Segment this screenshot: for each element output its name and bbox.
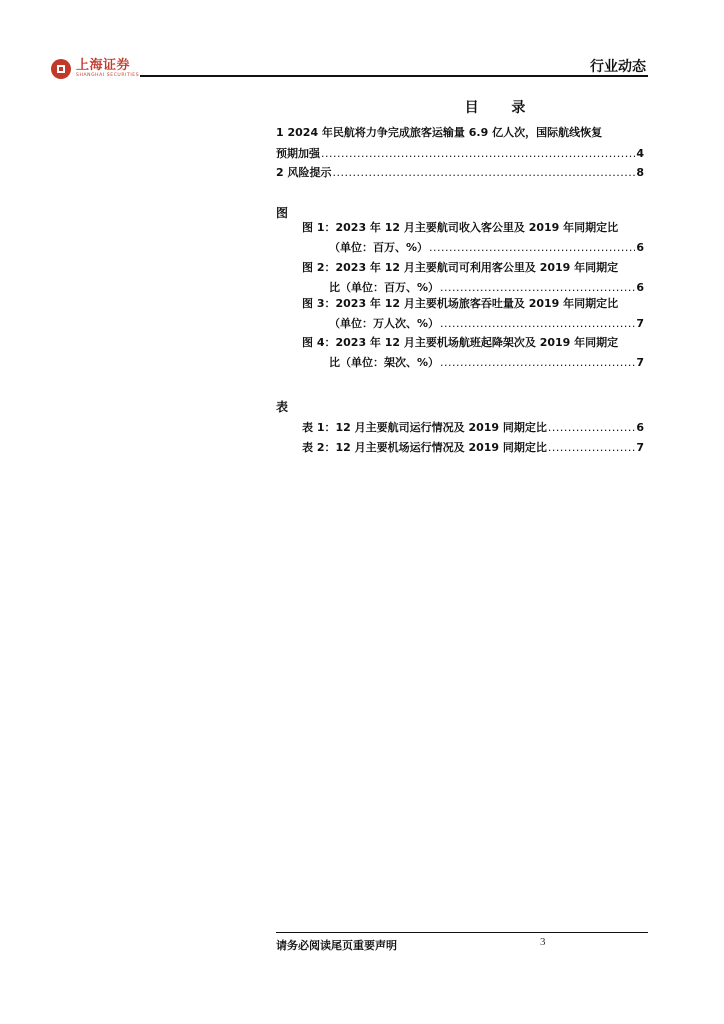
company-logo [50,57,139,81]
figure-2-line1[interactable]: 图 2：2023 年 12 月主要航司可利用客公里及 2019 年同期定 [302,261,619,274]
logo-emblem-icon [50,58,72,80]
report-type-label: 行业动态 [590,59,646,75]
toc-entry-2-page: 8 [636,166,644,179]
leader-dots [548,421,635,435]
table-1-label: 表 1：12 月主要航司运行情况及 2019 同期定比 [302,421,547,434]
figure-3-line1[interactable]: 图 3：2023 年 12 月主要机场旅客吞吐量及 2019 年同期定比 [302,297,619,310]
toc-entry-2[interactable] [276,166,644,180]
figure-3-page: 7 [636,317,644,330]
header-divider [140,75,648,77]
figure-2-page: 6 [636,281,644,294]
figure-2-line2: 比（单位：百万、%） [329,281,440,294]
toc-entry-1-line1[interactable]: 1 2024 年民航将力争完成旅客运输量 6.9 亿人次，国际航线恢复 [276,126,603,139]
figure-4-entry[interactable] [329,356,644,370]
table-2-page: 7 [636,441,644,454]
table-1-page: 6 [636,421,644,434]
figure-4-line1[interactable]: 图 4：2023 年 12 月主要机场航班起降架次及 2019 年同期定 [302,336,619,349]
leader-dots [440,356,635,370]
figure-1-line2: （单位：百万、%） [329,241,429,254]
toc-entry-1-line2: 预期加强 [276,147,320,160]
toc-entry-2-label: 2 风险提示 [276,166,332,179]
logo-name-en: SHANGHAI SECURITIES [76,73,140,79]
toc-title: 目 录 [464,100,540,116]
figure-1-line1[interactable]: 图 1：2023 年 12 月主要航司收入客公里及 2019 年同期定比 [302,221,619,234]
table-2-entry[interactable] [302,441,644,455]
figure-3-line2: （单位：万人次、%） [329,317,440,330]
leader-dots [332,166,635,180]
toc-entry-1-page: 4 [636,147,644,160]
figure-4-page: 7 [636,356,644,369]
figure-1-entry[interactable] [329,241,644,255]
disclaimer-notice: 请务必阅读尾页重要声明 [276,939,397,952]
leader-dots [321,147,635,161]
figure-1-page: 6 [636,241,644,254]
page-number: 3 [540,936,546,948]
table-2-label: 表 2：12 月主要机场运行情况及 2019 同期定比 [302,441,547,454]
figure-4-line2: 比（单位：架次、%） [329,356,440,369]
table-1-entry[interactable] [302,421,644,435]
leader-dots [440,281,635,295]
leader-dots [429,241,635,255]
toc-entry-1[interactable] [276,147,644,161]
figures-heading: 图 [276,206,289,220]
leader-dots [548,441,635,455]
logo-name-cn: 上海证券 [76,58,131,74]
footer-divider [276,932,648,933]
figure-3-entry[interactable] [329,317,644,331]
leader-dots [440,317,635,331]
figure-2-entry[interactable] [329,281,644,295]
tables-heading: 表 [276,400,289,414]
